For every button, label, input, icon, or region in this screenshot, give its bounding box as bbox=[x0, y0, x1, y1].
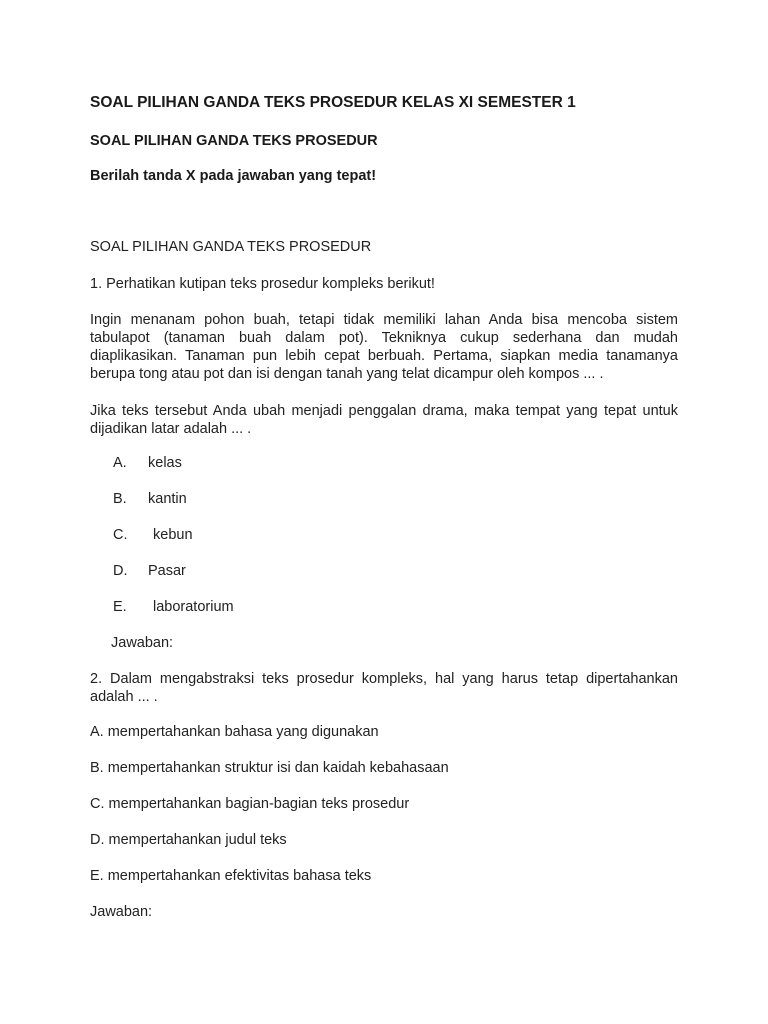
option-c: C. mempertahankan bagian-bagian teks prosedur bbox=[90, 796, 410, 812]
option-letter: A. bbox=[113, 455, 127, 471]
option-letter: D. bbox=[113, 563, 128, 579]
option-e: E. mempertahankan efektivitas bahasa teks bbox=[90, 868, 372, 884]
option-text: laboratorium bbox=[153, 599, 234, 615]
question-line: dijadikan latar adalah ... . bbox=[90, 421, 252, 437]
option-text: kantin bbox=[148, 491, 187, 507]
passage-line: diaplikasikan. Tanaman pun lebih cepat berbuah. Pertama, siapkan media tanamanya bbox=[90, 348, 678, 364]
question-1-answer-label: Jawaban: bbox=[111, 635, 174, 651]
option-letter: B. bbox=[113, 491, 127, 507]
document-subtitle: SOAL PILIHAN GANDA TEKS PROSEDUR bbox=[90, 133, 378, 149]
question-1-prompt: 1. Perhatikan kutipan teks prosedur kompleks berikut! bbox=[90, 276, 435, 292]
passage-line: tabulapot (tanaman buah dalam pot). Tekniknya cukup sederhana dan mudah bbox=[90, 330, 678, 346]
passage-line: berupa tong atau pot dan isi dengan tanah yang telat dicampur oleh kompos ... . bbox=[90, 366, 604, 382]
section-heading: SOAL PILIHAN GANDA TEKS PROSEDUR bbox=[90, 239, 372, 255]
option-letter: E. bbox=[113, 599, 127, 615]
option-d: D. mempertahankan judul teks bbox=[90, 832, 287, 848]
option-b: B. mempertahankan struktur isi dan kaidah kebahasaan bbox=[90, 760, 449, 776]
question-2-answer-label: Jawaban: bbox=[90, 904, 153, 920]
option-text: kelas bbox=[148, 455, 182, 471]
option-text: Pasar bbox=[148, 563, 186, 579]
option-text: kebun bbox=[153, 527, 193, 543]
passage-line: Ingin menanam pohon buah, tetapi tidak memiliki lahan Anda bisa mencoba sistem bbox=[90, 312, 678, 328]
question-1-passage bbox=[90, 311, 678, 383]
question-1-text bbox=[90, 402, 678, 438]
option-letter: C. bbox=[113, 527, 128, 543]
instruction-text: Berilah tanda X pada jawaban yang tepat! bbox=[90, 168, 377, 184]
question-line: adalah ... . bbox=[90, 689, 158, 705]
question-line: Jika teks tersebut Anda ubah menjadi penggalan drama, maka tempat yang tepat untuk bbox=[90, 403, 678, 419]
document-title: SOAL PILIHAN GANDA TEKS PROSEDUR KELAS XI SEMESTER 1 bbox=[90, 94, 576, 111]
option-a: A. mempertahankan bahasa yang digunakan bbox=[90, 724, 379, 740]
question-2-prompt bbox=[90, 670, 678, 706]
question-line: 2. Dalam mengabstraksi teks prosedur kompleks, hal yang harus tetap dipertahankan bbox=[90, 671, 678, 687]
